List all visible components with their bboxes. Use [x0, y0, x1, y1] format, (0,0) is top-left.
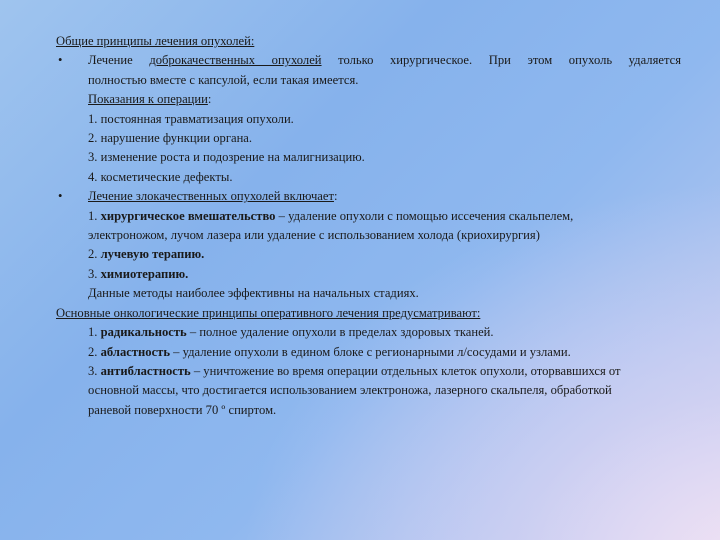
bullet-marker: •: [58, 189, 63, 204]
item-description: – полное удаление опухоли в пределах здоровых тканей.: [186, 325, 494, 340]
item-number: 3.: [88, 363, 101, 378]
benign-line1-rest: только хирургическое. При этом опухоль удаляется: [321, 53, 681, 68]
item-description: – удаление опухоли с помощью иссечения скальпелем,: [275, 208, 574, 223]
list-item: 3. изменение роста и подозрение на малигнизацию.: [88, 150, 365, 165]
benign-line2: полностью вместе с капсулой, если такая имеется.: [88, 72, 359, 87]
bullet-marker: •: [58, 53, 63, 68]
principle-item-3: [56, 362, 681, 381]
item-description: – уничтожение во время операции отдельных клеток опухоли, оторвавшихся от: [190, 363, 621, 378]
item-number: 3.: [88, 266, 101, 281]
item-term: химиотерапию.: [100, 266, 189, 281]
slide-text: [56, 32, 681, 420]
principles-title: Основные онкологические принципы оперативного лечения предусматривают:: [56, 305, 481, 320]
item-number: 2.: [88, 247, 101, 262]
list-item: 4. косметические дефекты.: [88, 169, 233, 184]
benign-intro: [56, 51, 681, 70]
page-title: Общие принципы лечения опухолей:: [56, 34, 255, 48]
indications-heading: [56, 90, 681, 109]
benign-term: доброкачественных опухолей: [149, 53, 322, 68]
malignant-heading: [56, 187, 681, 206]
item-term: хирургическое вмешательство: [100, 208, 276, 223]
principle-item-2: [56, 343, 681, 362]
principle-item-1: [56, 323, 681, 342]
item-term: лучевую терапию.: [100, 247, 205, 262]
item-term: радикальность: [100, 325, 187, 340]
item-description: – удаление опухоли в едином блоке с регионарными л/сосудами и узлами.: [170, 344, 571, 359]
malignant-item-3: [56, 265, 681, 284]
principle-item-3-line3: раневой поверхности 70 º спиртом.: [88, 402, 277, 417]
indications-title: Показания к операции: [88, 92, 208, 107]
principle-item-3-line2: основной массы, что достигается использованием электроножа, лазерного скальпеля, обработкой: [88, 383, 612, 398]
item-term: абластность: [100, 344, 171, 359]
indications-colon: :: [207, 92, 212, 107]
malignant-note: Данные методы наиболее эффективны на начальных стадиях.: [88, 286, 419, 301]
list-item: 2. нарушение функции органа.: [88, 131, 253, 146]
item-number: 2.: [88, 344, 101, 359]
item-number: 1.: [88, 208, 101, 223]
item-number: 1.: [88, 325, 101, 340]
item-term: антибластность: [100, 363, 191, 378]
malignant-colon: :: [333, 189, 338, 204]
benign-lead: Лечение: [88, 53, 150, 68]
malignant-item-1: [56, 207, 681, 226]
malignant-title: Лечение злокачественных опухолей включает: [88, 189, 334, 204]
malignant-item-2: [56, 245, 681, 264]
list-item: 1. постоянная травматизация опухоли.: [88, 111, 294, 126]
malignant-item-1-line2: электроножом, лучом лазера или удаление с использованием холода (криохирургия): [88, 228, 540, 243]
